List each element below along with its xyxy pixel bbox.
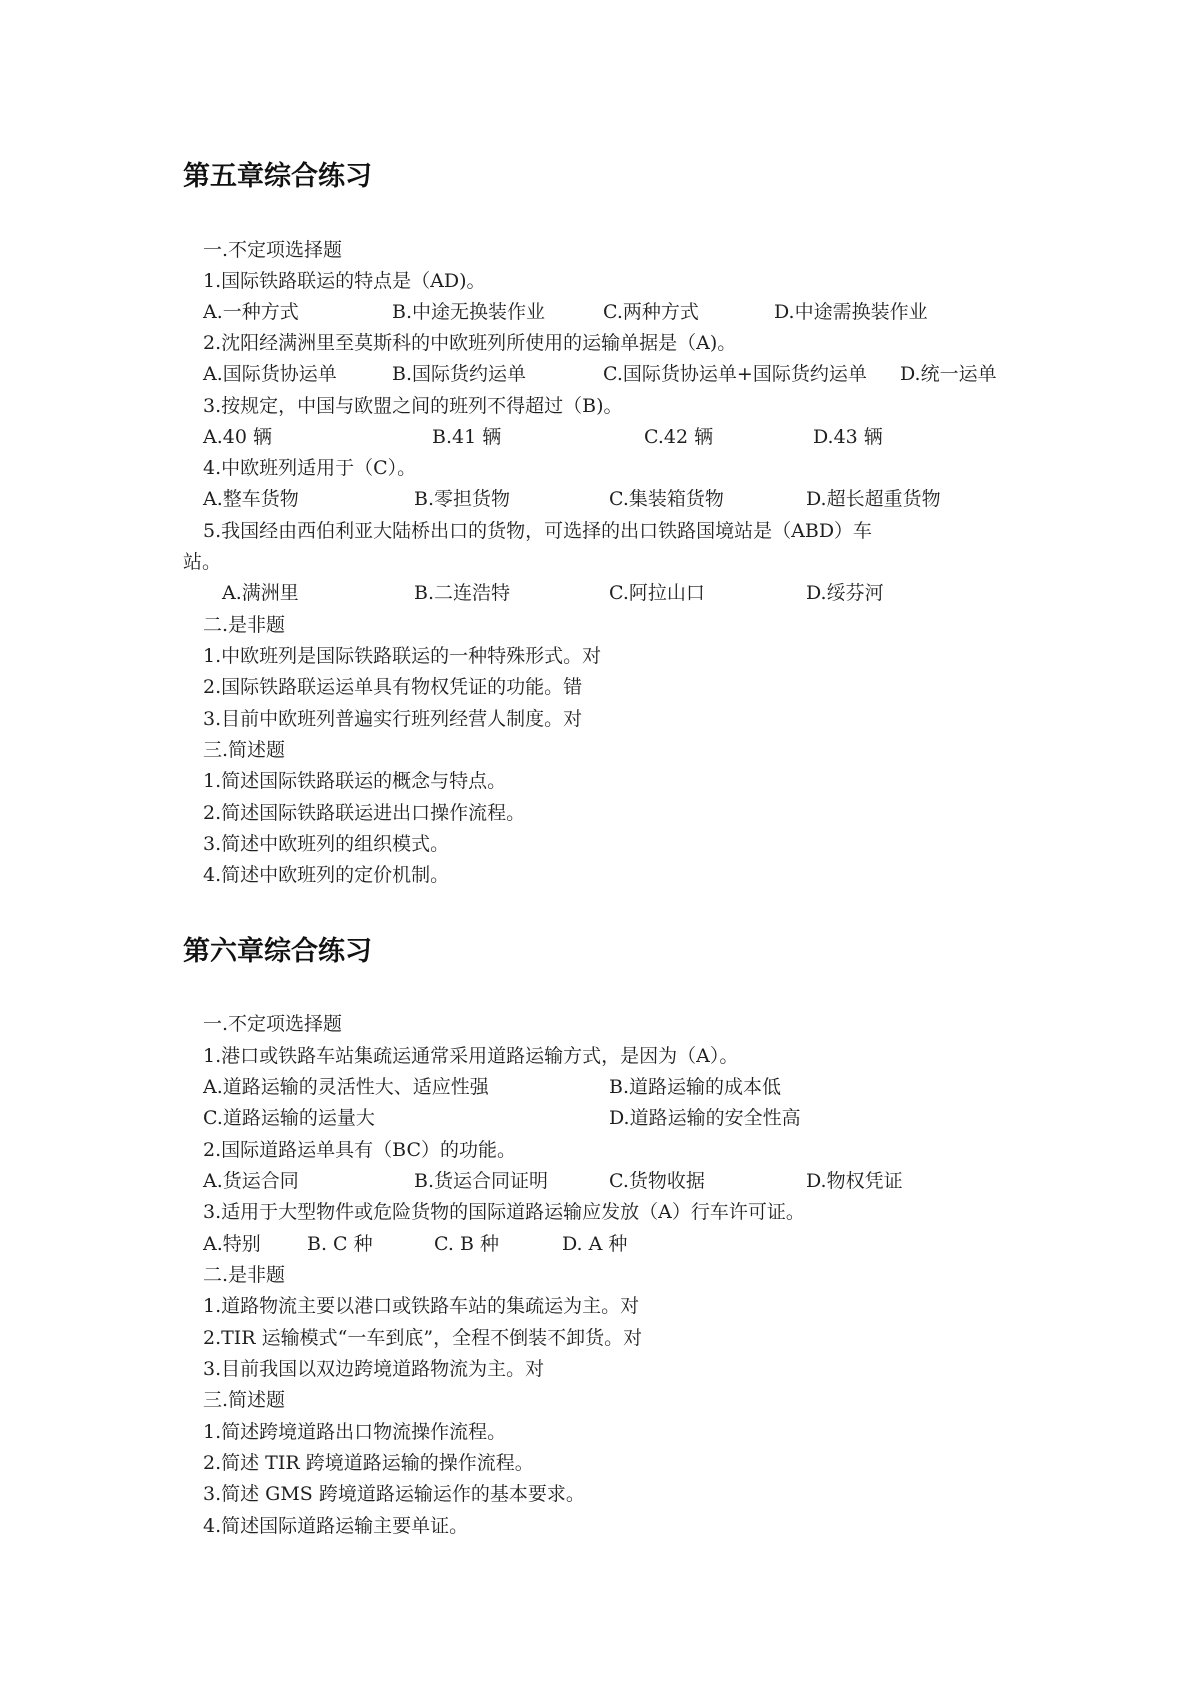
ch5-tf-2: 2.国际铁路联运运单具有物权凭证的功能。错 bbox=[203, 676, 583, 698]
ch5-section-short-answer: 三.简述题 bbox=[203, 739, 286, 761]
ch6-short-3: 3.简述 GMS 跨境道路运输运作的基本要求。 bbox=[203, 1483, 585, 1505]
ch6-question-3: 3.适用于大型物件或危险货物的国际道路运输应发放（A）行车许可证。 bbox=[203, 1201, 805, 1223]
ch5-q5-option-b: B.二连浩特 bbox=[414, 582, 511, 604]
ch6-short-4: 4.简述国际道路运输主要单证。 bbox=[203, 1515, 469, 1537]
ch5-question-5: 5.我国经由西伯利亚大陆桥出口的货物，可选择的出口铁路国境站是（ABD）车 bbox=[203, 520, 873, 542]
ch6-short-2: 2.简述 TIR 跨境道路运输的操作流程。 bbox=[203, 1452, 534, 1474]
chapter-6-title: 第六章综合练习 bbox=[183, 936, 372, 967]
ch6-q3-option-b: B. C 种 bbox=[307, 1233, 373, 1255]
ch5-q2-option-a: A.国际货协运单 bbox=[203, 363, 337, 385]
ch6-q2-option-a: A.货运合同 bbox=[203, 1170, 299, 1192]
ch5-q3-option-d: D.43 辆 bbox=[813, 426, 883, 448]
ch5-q2-option-b: B.国际货约运单 bbox=[392, 363, 527, 385]
ch5-q4-option-a: A.整车货物 bbox=[203, 488, 299, 510]
ch5-question-1: 1.国际铁路联运的特点是（AD)。 bbox=[203, 270, 486, 292]
ch5-question-3: 3.按规定，中国与欧盟之间的班列不得超过（B)。 bbox=[203, 395, 623, 417]
ch6-q3-option-a: A.特别 bbox=[203, 1233, 261, 1255]
ch5-q3-option-a: A.40 辆 bbox=[203, 426, 272, 448]
ch5-q3-option-c: C.42 辆 bbox=[644, 426, 714, 448]
ch5-section-true-false: 二.是非题 bbox=[203, 614, 286, 636]
ch6-tf-2: 2.TIR 运输模式“一车到底”，全程不倒装不卸货。对 bbox=[203, 1327, 643, 1349]
ch6-section-multiple-choice: 一.不定项选择题 bbox=[203, 1013, 343, 1035]
ch5-question-4: 4.中欧班列适用于（C）。 bbox=[203, 457, 417, 479]
ch6-question-1: 1.港口或铁路车站集疏运通常采用道路运输方式，是因为（A）。 bbox=[203, 1045, 739, 1067]
ch6-q2-option-c: C.货物收据 bbox=[609, 1170, 705, 1192]
ch6-q2-option-b: B.货运合同证明 bbox=[414, 1170, 549, 1192]
ch5-short-4: 4.简述中欧班列的定价机制。 bbox=[203, 864, 450, 886]
ch6-question-2: 2.国际道路运单具有（BC）的功能。 bbox=[203, 1139, 516, 1161]
ch6-q3-option-c: C. B 种 bbox=[434, 1233, 499, 1255]
ch6-q2-option-d: D.物权凭证 bbox=[806, 1170, 903, 1192]
ch6-tf-3: 3.目前我国以双边跨境道路物流为主。对 bbox=[203, 1358, 545, 1380]
ch5-q1-option-c: C.两种方式 bbox=[603, 301, 699, 323]
ch5-question-5-continued: 站。 bbox=[183, 551, 222, 573]
ch5-q4-option-d: D.超长超重货物 bbox=[806, 488, 941, 510]
ch5-tf-1: 1.中欧班列是国际铁路联运的一种特殊形式。对 bbox=[203, 645, 602, 667]
ch5-q3-option-b: B.41 辆 bbox=[432, 426, 502, 448]
ch5-q2-option-d: D.统一运单 bbox=[900, 363, 997, 385]
ch6-q1-option-d: D.道路运输的安全性高 bbox=[609, 1107, 801, 1129]
ch5-short-2: 2.简述国际铁路联运进出口操作流程。 bbox=[203, 802, 526, 824]
ch5-q1-option-b: B.中途无换装作业 bbox=[392, 301, 546, 323]
ch5-q1-option-a: A.一种方式 bbox=[203, 301, 299, 323]
ch6-short-1: 1.简述跨境道路出口物流操作流程。 bbox=[203, 1421, 507, 1443]
ch6-q1-option-c: C.道路运输的运量大 bbox=[203, 1107, 375, 1129]
ch6-tf-1: 1.道路物流主要以港口或铁路车站的集疏运为主。对 bbox=[203, 1295, 640, 1317]
ch6-q1-option-a: A.道路运输的灵活性大、适应性强 bbox=[203, 1076, 489, 1098]
ch6-section-true-false: 二.是非题 bbox=[203, 1264, 286, 1286]
ch6-section-short-answer: 三.简述题 bbox=[203, 1389, 286, 1411]
ch5-short-3: 3.简述中欧班列的组织模式。 bbox=[203, 833, 450, 855]
ch5-short-1: 1.简述国际铁路联运的概念与特点。 bbox=[203, 770, 507, 792]
ch5-q5-option-a: A.满洲里 bbox=[222, 582, 299, 604]
ch6-q1-option-b: B.道路运输的成本低 bbox=[609, 1076, 782, 1098]
ch5-q4-option-b: B.零担货物 bbox=[414, 488, 511, 510]
ch5-q5-option-c: C.阿拉山口 bbox=[609, 582, 705, 604]
ch5-q2-option-c: C.国际货协运单+国际货约运单 bbox=[603, 363, 867, 385]
ch5-question-2: 2.沈阳经满洲里至莫斯科的中欧班列所使用的运输单据是（A)。 bbox=[203, 332, 737, 354]
chapter-5-title: 第五章综合练习 bbox=[183, 161, 372, 192]
ch5-q4-option-c: C.集装箱货物 bbox=[609, 488, 724, 510]
ch5-q5-option-d: D.绥芬河 bbox=[806, 582, 884, 604]
ch5-q1-option-d: D.中途需换装作业 bbox=[774, 301, 928, 323]
ch5-tf-3: 3.目前中欧班列普遍实行班列经营人制度。对 bbox=[203, 708, 583, 730]
ch5-section-multiple-choice: 一.不定项选择题 bbox=[203, 239, 343, 261]
ch6-q3-option-d: D. A 种 bbox=[562, 1233, 628, 1255]
